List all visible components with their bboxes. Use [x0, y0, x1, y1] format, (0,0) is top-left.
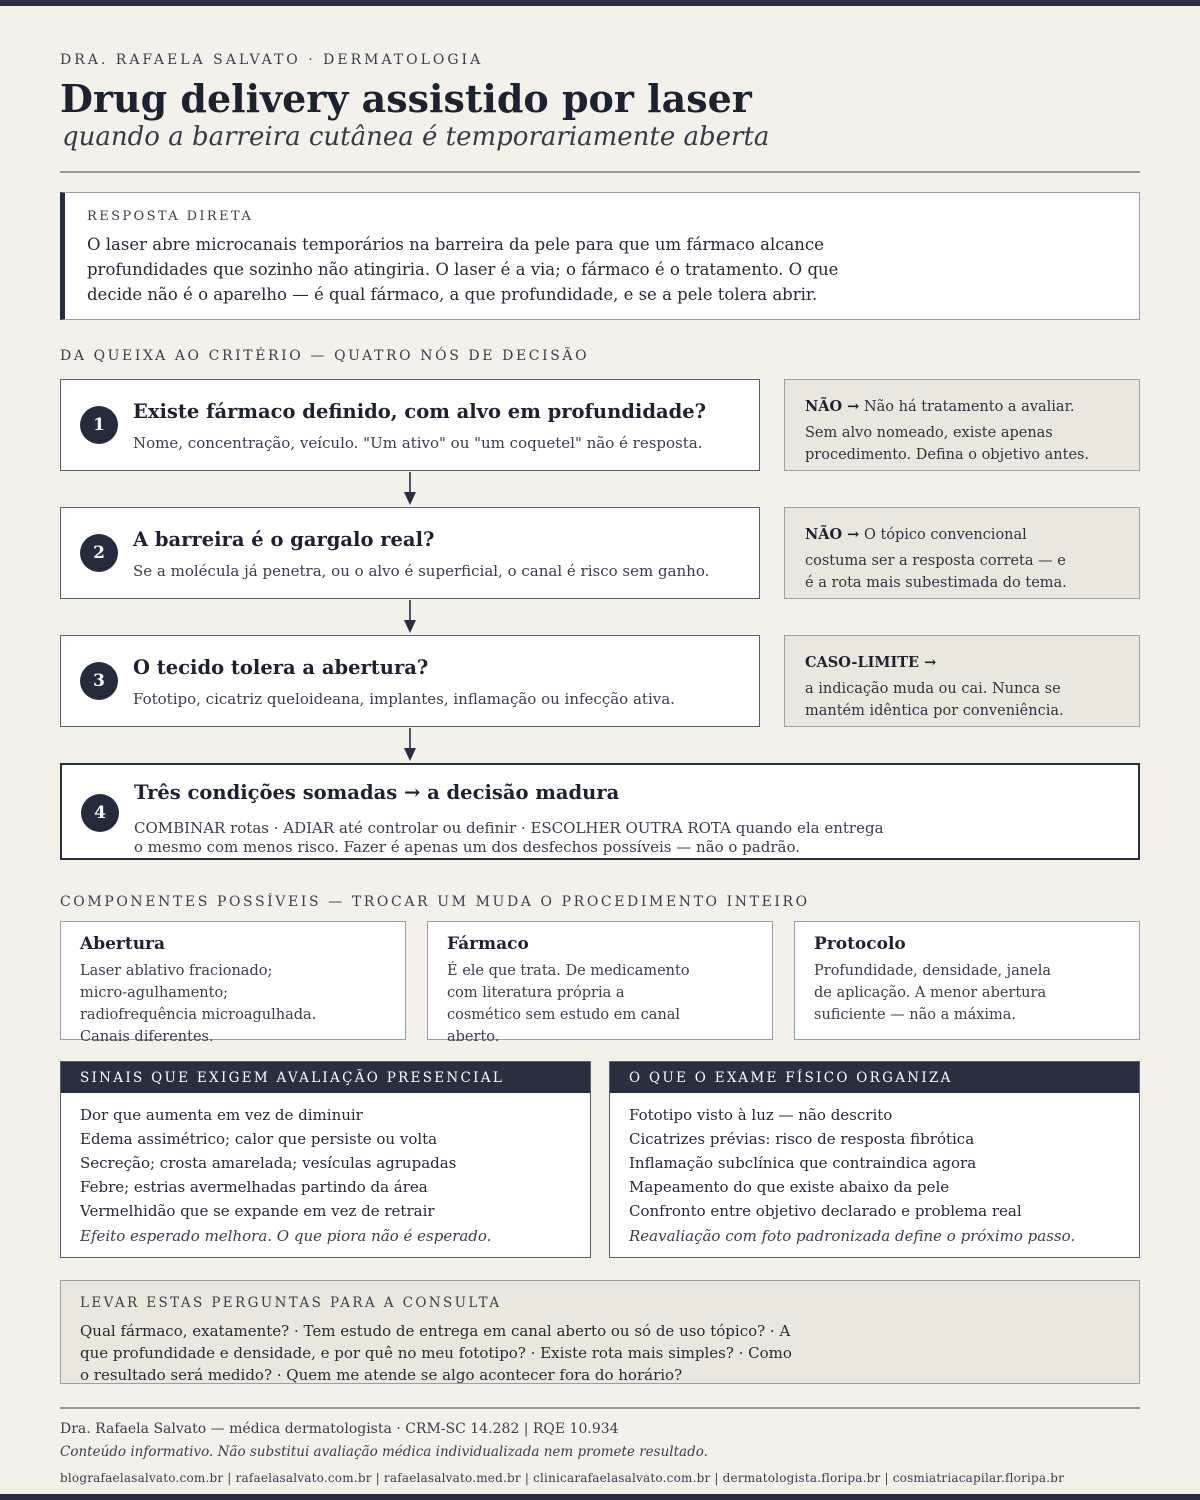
- outcome-key: NÃO →: [805, 526, 860, 543]
- list-item: Edema assimétrico; calor que persiste ou volta: [80, 1130, 438, 1148]
- direct-answer-label: RESPOSTA DIRETA: [87, 209, 254, 224]
- decision-node-3: [60, 635, 760, 727]
- node-description-line-2: o mesmo com menos risco. Fazer é apenas um dos desfechos possíveis — não o padrão.: [134, 838, 800, 856]
- direct-answer-box: [60, 192, 1140, 320]
- node-description-line-1: COMBINAR rotas · ADIAR até controlar ou definir · ESCOLHER OUTRA ROTA quando ela entrega: [134, 819, 884, 837]
- questions-text: Qual fármaco, exatamente? · Tem estudo de entrega em canal aberto ou só de uso tópico? · A que profundidade e densidade, e por quê no meu fototipo? · Existe rota mais simples? · Como o resultado será medido? · Quem me atende se algo acontecer fora do horário?: [80, 1322, 792, 1384]
- footer-divider: [60, 1407, 1140, 1409]
- decision-section-label: DA QUEIXA AO CRITÉRIO — QUATRO NÓS DE DECISÃO: [60, 348, 590, 364]
- direct-answer-text: O laser abre microcanais temporários na barreira da pele para que um fármaco alcance profundidades que sozinho não atingiria. O laser é a via; o fármaco é o tratamento. O que decide não é o aparelho — é qual fármaco, a que profundidade, e se a pele tolera abrir.: [87, 235, 839, 304]
- flow-arrow-icon: [402, 728, 418, 764]
- node-number-badge: 3: [80, 662, 118, 700]
- component-text: É ele que trata. De medicamento com literatura própria a cosmético sem estudo em canal aberto.: [447, 963, 690, 1045]
- questions-label: LEVAR ESTAS PERGUNTAS PARA A CONSULTA: [80, 1295, 502, 1311]
- node-3-outcome: [784, 635, 1140, 727]
- list-item: Inflamação subclínica que contraindica agora: [629, 1154, 977, 1172]
- footer-disclaimer: Conteúdo informativo. Não substitui avaliação médica individualizada nem promete resultado.: [60, 1444, 708, 1460]
- outcome-first-line: O tópico convencional: [859, 527, 1027, 543]
- component-title: Fármaco: [447, 934, 529, 954]
- panel-header: SINAIS QUE EXIGEM AVALIAÇÃO PRESENCIAL: [61, 1062, 590, 1093]
- panel-header: O QUE O EXAME FÍSICO ORGANIZA: [610, 1062, 1139, 1093]
- list-item: Secreção; crosta amarelada; vesículas agrupadas: [80, 1154, 457, 1172]
- decision-node-2: [60, 507, 760, 599]
- flow-arrow-icon: [402, 600, 418, 636]
- node-description: Nome, concentração, veículo. "Um ativo" ou "um coquetel" não é resposta.: [133, 434, 703, 452]
- outcome-text: a indicação muda ou cai. Nunca se mantém idêntica por conveniência.: [805, 681, 1064, 719]
- list-item: Mapeamento do que existe abaixo da pele: [629, 1178, 950, 1196]
- warning-signs-list: [61, 1093, 590, 1223]
- components-section-label: COMPONENTES POSSÍVEIS — TROCAR UM MUDA O PROCEDIMENTO INTEIRO: [60, 894, 810, 910]
- list-item: Vermelhidão que se expande em vez de retrair: [80, 1202, 435, 1220]
- outcome-key: NÃO →: [805, 398, 860, 415]
- panel-note: Reavaliação com foto padronizada define o próximo passo.: [629, 1227, 1076, 1245]
- flow-arrow-icon: [402, 472, 418, 508]
- footer-links: blografaelasalvato.com.br | rafaelasalvato.com.br | rafaelasalvato.med.br | clinicarafaelasalvato.com.br | dermatologista.floripa.br | cosmiatriacapilar.floripa.br: [60, 1471, 1065, 1485]
- physical-exam-list: [610, 1093, 1139, 1223]
- panel-note: Efeito esperado melhora. O que piora não é esperado.: [80, 1227, 492, 1245]
- decision-node-4: [60, 763, 1140, 860]
- node-1-outcome: [784, 379, 1140, 471]
- component-title: Abertura: [80, 934, 166, 954]
- component-text: Profundidade, densidade, janela de aplicação. A menor abertura suficiente — não a máxima.: [814, 963, 1052, 1023]
- header-divider: [60, 171, 1140, 173]
- node-question: A barreira é o gargalo real?: [133, 528, 435, 551]
- component-card-protocolo: [794, 921, 1140, 1040]
- outcome-text: Sem alvo nomeado, existe apenas procedimento. Defina o objetivo antes.: [805, 425, 1090, 463]
- footer-credentials: Dra. Rafaela Salvato — médica dermatologista · CRM-SC 14.282 | RQE 10.934: [60, 1421, 619, 1437]
- component-card-farmaco: [427, 921, 773, 1045]
- outcome-first-line: Não há tratamento a avaliar.: [859, 399, 1075, 415]
- node-number-badge: 1: [80, 406, 118, 444]
- outcome-key: CASO-LIMITE →: [805, 654, 937, 671]
- list-item: Confronto entre objetivo declarado e problema real: [629, 1202, 1022, 1220]
- node-description: Se a molécula já penetra, ou o alvo é superficial, o canal é risco sem ganho.: [133, 562, 710, 580]
- page-subtitle: quando a barreira cutânea é temporariamente aberta: [62, 122, 770, 152]
- decision-node-1: [60, 379, 760, 471]
- top-bar: [0, 0, 1200, 6]
- warning-signs-panel: [60, 1061, 591, 1258]
- node-question: Três condições somadas → a decisão madura: [134, 781, 620, 804]
- node-description: Fototipo, cicatriz queloideana, implantes, inflamação ou infecção ativa.: [133, 690, 675, 708]
- node-2-outcome: [784, 507, 1140, 599]
- author-eyebrow: DRA. RAFAELA SALVATO · DERMATOLOGIA: [60, 52, 484, 68]
- node-number-badge: 2: [80, 534, 118, 572]
- list-item: Febre; estrias avermelhadas partindo da área: [80, 1178, 428, 1196]
- node-question: O tecido tolera a abertura?: [133, 656, 429, 679]
- list-item: Cicatrizes prévias: risco de resposta fibrótica: [629, 1130, 975, 1148]
- physical-exam-panel: [609, 1061, 1140, 1258]
- component-text: Laser ablativo fracionado; micro-agulhamento; radiofrequência microagulhada. Canais diferentes.: [80, 963, 317, 1045]
- node-number-badge: 4: [81, 794, 119, 832]
- consultation-questions-box: [60, 1280, 1140, 1384]
- list-item: Fototipo visto à luz — não descrito: [629, 1106, 893, 1124]
- outcome-text: costuma ser a resposta correta — e é a rota mais subestimada do tema.: [805, 553, 1067, 591]
- component-card-abertura: [60, 921, 406, 1045]
- node-question: Existe fármaco definido, com alvo em profundidade?: [133, 400, 707, 423]
- component-title: Protocolo: [814, 934, 906, 954]
- list-item: Dor que aumenta em vez de diminuir: [80, 1106, 363, 1124]
- page-title: Drug delivery assistido por laser: [60, 76, 752, 121]
- bottom-bar: [0, 1494, 1200, 1500]
